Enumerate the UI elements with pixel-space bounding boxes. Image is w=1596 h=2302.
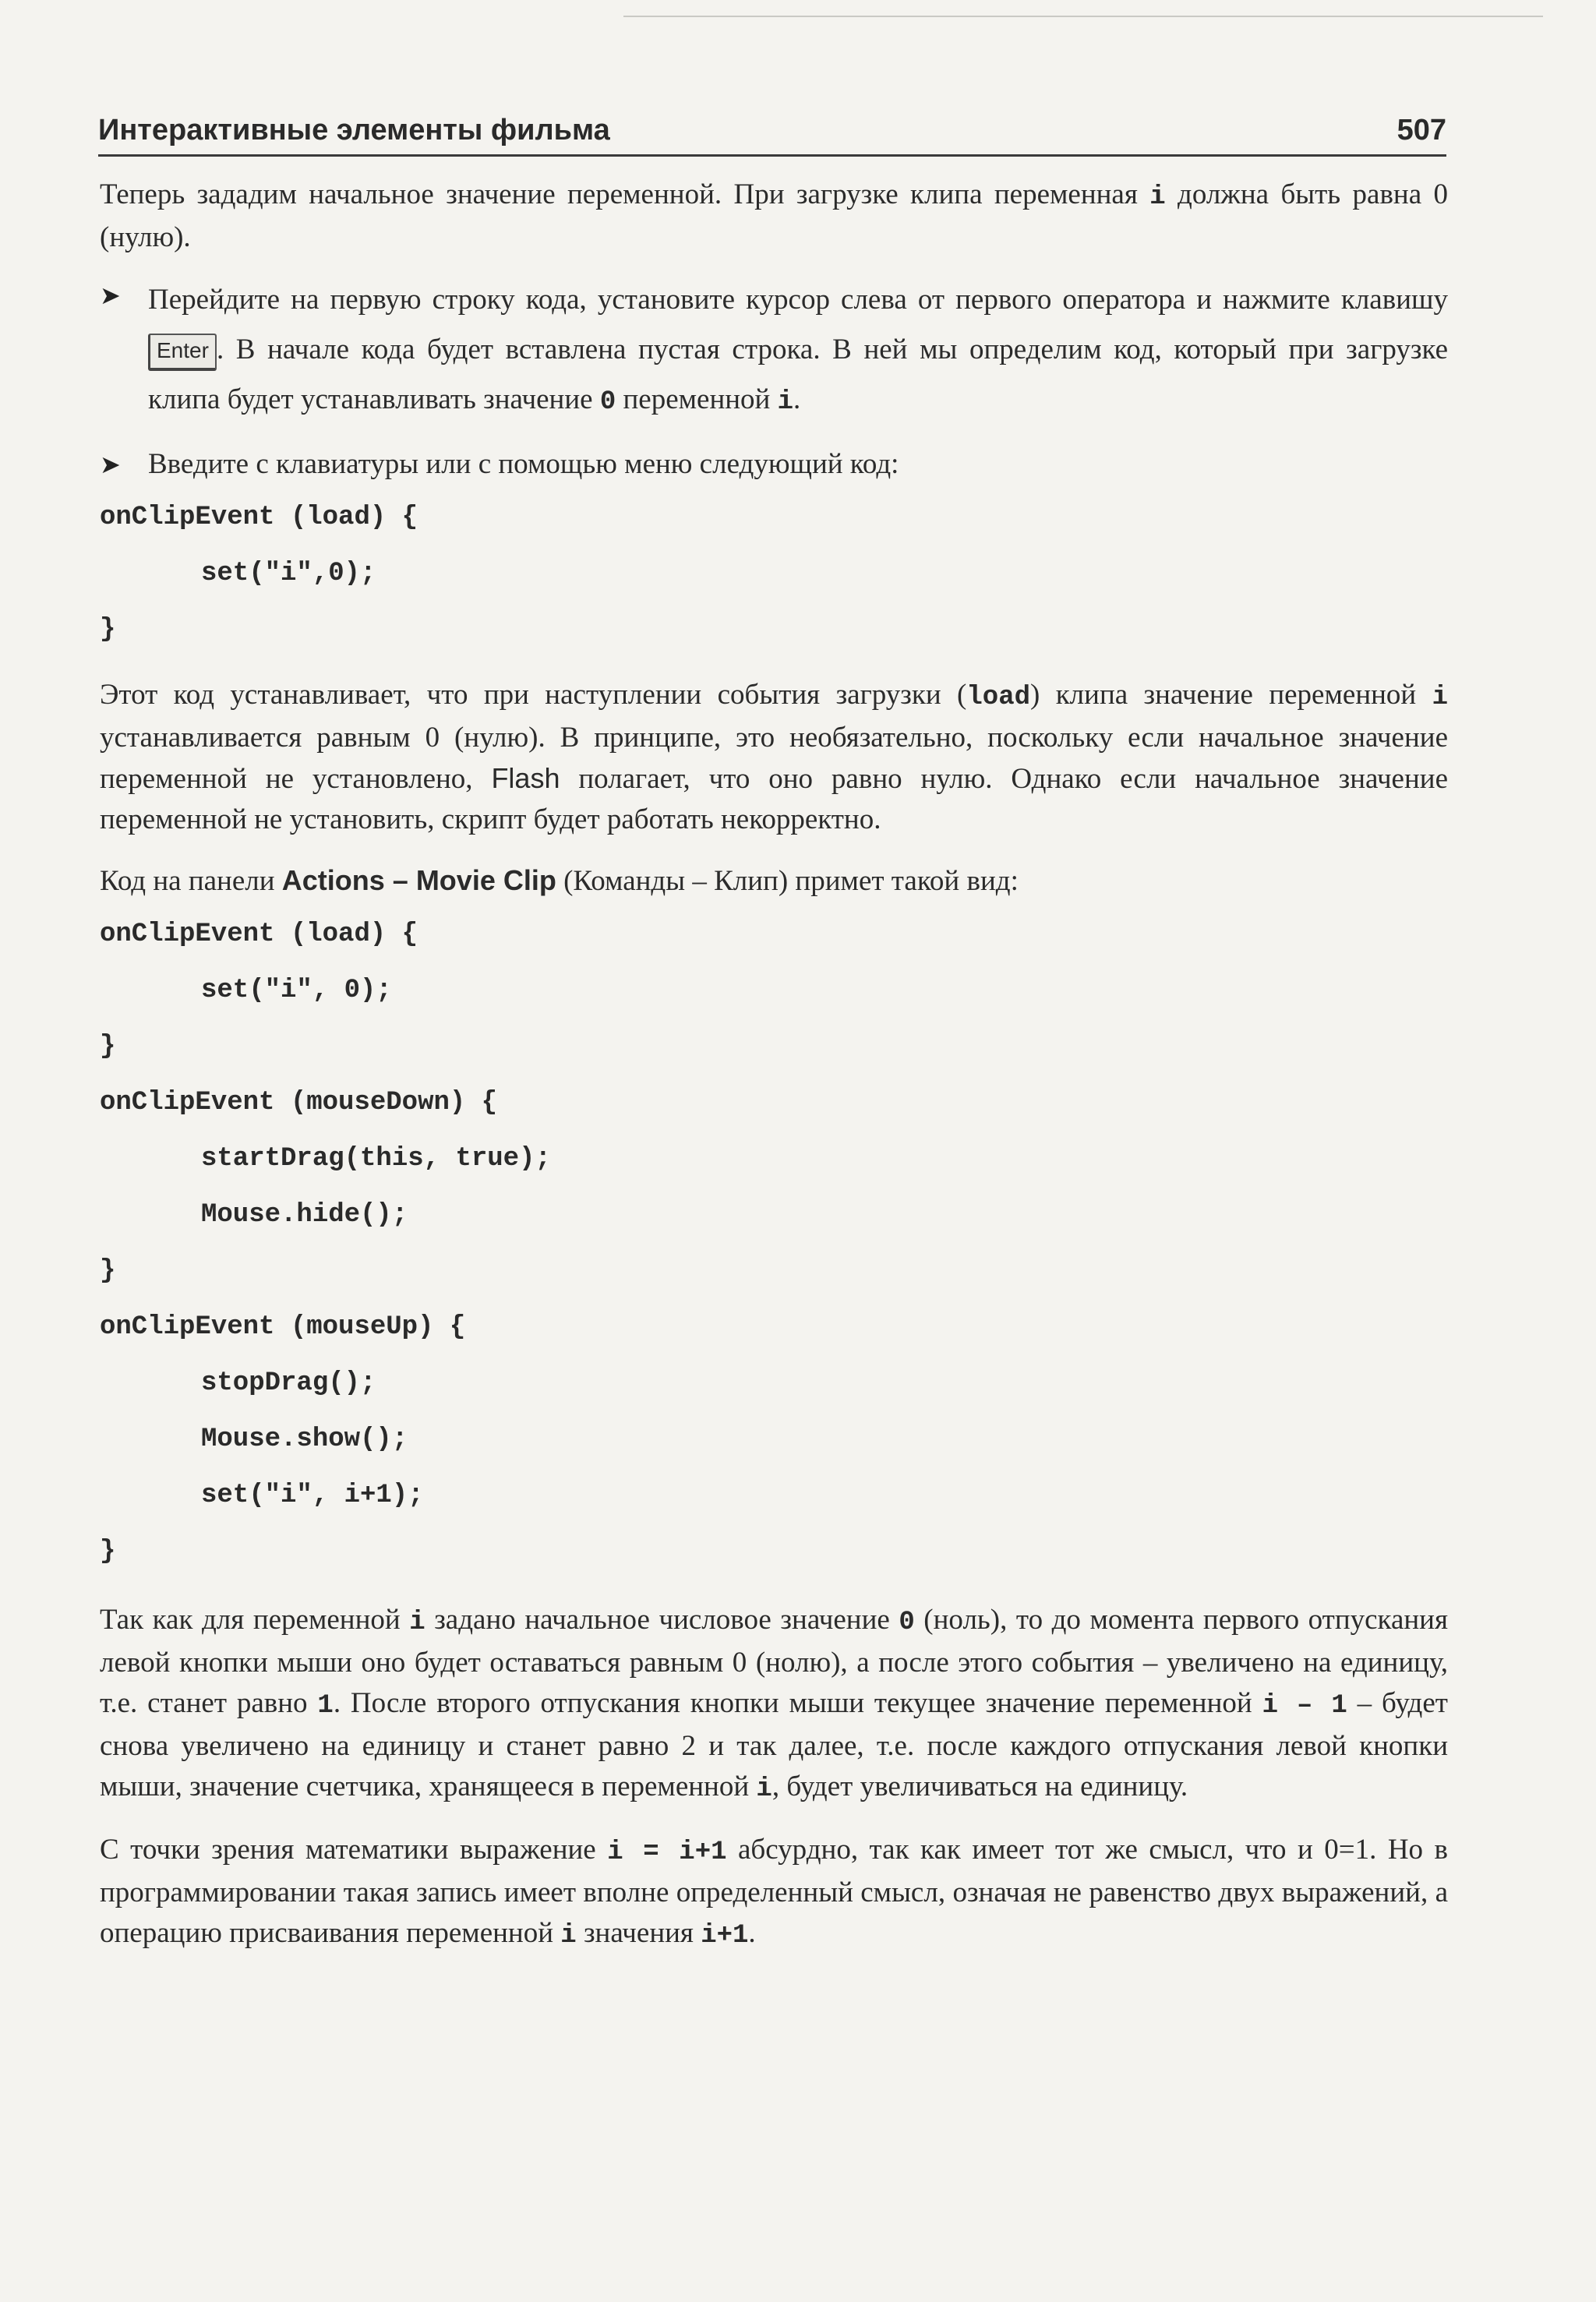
- inline-code: i: [1432, 683, 1448, 712]
- inline-code: i – 1: [1262, 1691, 1347, 1721]
- bullet-arrow-icon: ➤: [100, 281, 121, 309]
- paragraph-explanation: Этот код устанавливает, что при наступлении события загрузки (load) клипа значение переменной i устанавливается равным 0 (нулю). В принципе, это необязательно, поскольку если начальное значение переменной не установлено, Flash полагает, что оно равно нулю. Однако если начальное значение переменной не установить, скрипт будет работать некорректно.: [100, 679, 1448, 835]
- inline-code: i+1: [701, 1921, 749, 1951]
- code-line: set("i", 0);: [201, 976, 392, 1005]
- bullet-text: Перейдите на первую строку кода, установите курсор слева от первого оператора и нажмите клавишу Enter . В начале кода будет вставлена пустая строка. В ней мы определим код, который при загрузке клипа будет устанавливать значение 0 переменной i.: [148, 284, 1448, 417]
- bullet-text: Введите с клавиатуры или с помощью меню следующий код:: [148, 448, 899, 480]
- code-block-1: [100, 489, 1448, 658]
- top-rule: [623, 16, 1543, 17]
- code-line: startDrag(this, true);: [201, 1144, 551, 1174]
- code-line: }: [100, 615, 116, 644]
- inline-code: i: [560, 1921, 577, 1951]
- inline-code: 0: [599, 387, 616, 417]
- product-name: Flash: [491, 762, 560, 794]
- code-line: onClipEvent (load) {: [100, 503, 418, 532]
- inline-code: i: [409, 1608, 425, 1637]
- panel-name: Actions – Movie Clip: [281, 864, 556, 896]
- code-line: set("i", i+1);: [201, 1481, 424, 1510]
- page-body: [100, 175, 1448, 1956]
- bullet-step-2: [100, 444, 1448, 485]
- code-line: }: [100, 1537, 116, 1566]
- inline-code: 0: [899, 1608, 915, 1637]
- paragraph-intro: Теперь зададим начальное значение переменной. При загрузке клипа переменная i должна быть равна 0 (нулю).: [100, 178, 1448, 253]
- code-line: stopDrag();: [201, 1368, 376, 1398]
- chapter-title: Интерактивные элементы фильма: [98, 114, 610, 147]
- code-line: Mouse.show();: [201, 1425, 408, 1454]
- bullet-arrow-icon: ➤: [100, 450, 121, 478]
- code-line: onClipEvent (mouseDown) {: [100, 1088, 498, 1117]
- code-line: set("i",0);: [201, 559, 376, 588]
- enter-key-icon: Enter: [148, 334, 217, 371]
- code-line: onClipEvent (mouseUp) {: [100, 1312, 466, 1342]
- inline-code: i: [756, 1774, 772, 1804]
- bullet-step-1: [100, 275, 1448, 427]
- paragraph-counter: Так как для переменной i задано начальное числовое значение 0 (ноль), то до момента первого отпускания левой кнопки мыши оно будет оставаться равным 0 (нолю), а после этого события – увеличено на единицу, т.е. станет равно 1. После второго отпускания кнопки мыши текущее значение переменной i – 1 – будет снова увеличено на единицу и станет равно 2 и так далее, т.е. после каждого отпускания левой кнопки мыши, значение счетчика, хранящееся в переменной i, будет увеличиваться на единицу.: [100, 1604, 1449, 1804]
- code-line: Mouse.hide();: [201, 1200, 408, 1230]
- inline-code: load: [966, 683, 1031, 712]
- running-header: [98, 111, 1446, 157]
- page-number: 507: [1396, 114, 1446, 147]
- code-block-2: [100, 906, 1448, 1580]
- inline-code: i: [777, 387, 794, 417]
- paragraph-panel: Код на панели Actions – Movie Clip (Команды – Клип) примет такой вид:: [100, 864, 1019, 897]
- inline-code: i: [1149, 182, 1166, 212]
- inline-code: 1: [317, 1691, 334, 1721]
- paragraph-math: С точки зрения математики выражение i = i+1 абсурдно, так как имеет тот же смысл, что и 0=1. Но в программировании такая запись имеет вполне определенный смысл, означая не равенство двух выражений, а операцию присваивания переменной i значения i+1.: [100, 1834, 1449, 1951]
- code-line: }: [100, 1256, 116, 1286]
- code-line: onClipEvent (load) {: [100, 920, 418, 949]
- inline-code: i = i+1: [607, 1838, 727, 1867]
- code-line: }: [100, 1032, 116, 1061]
